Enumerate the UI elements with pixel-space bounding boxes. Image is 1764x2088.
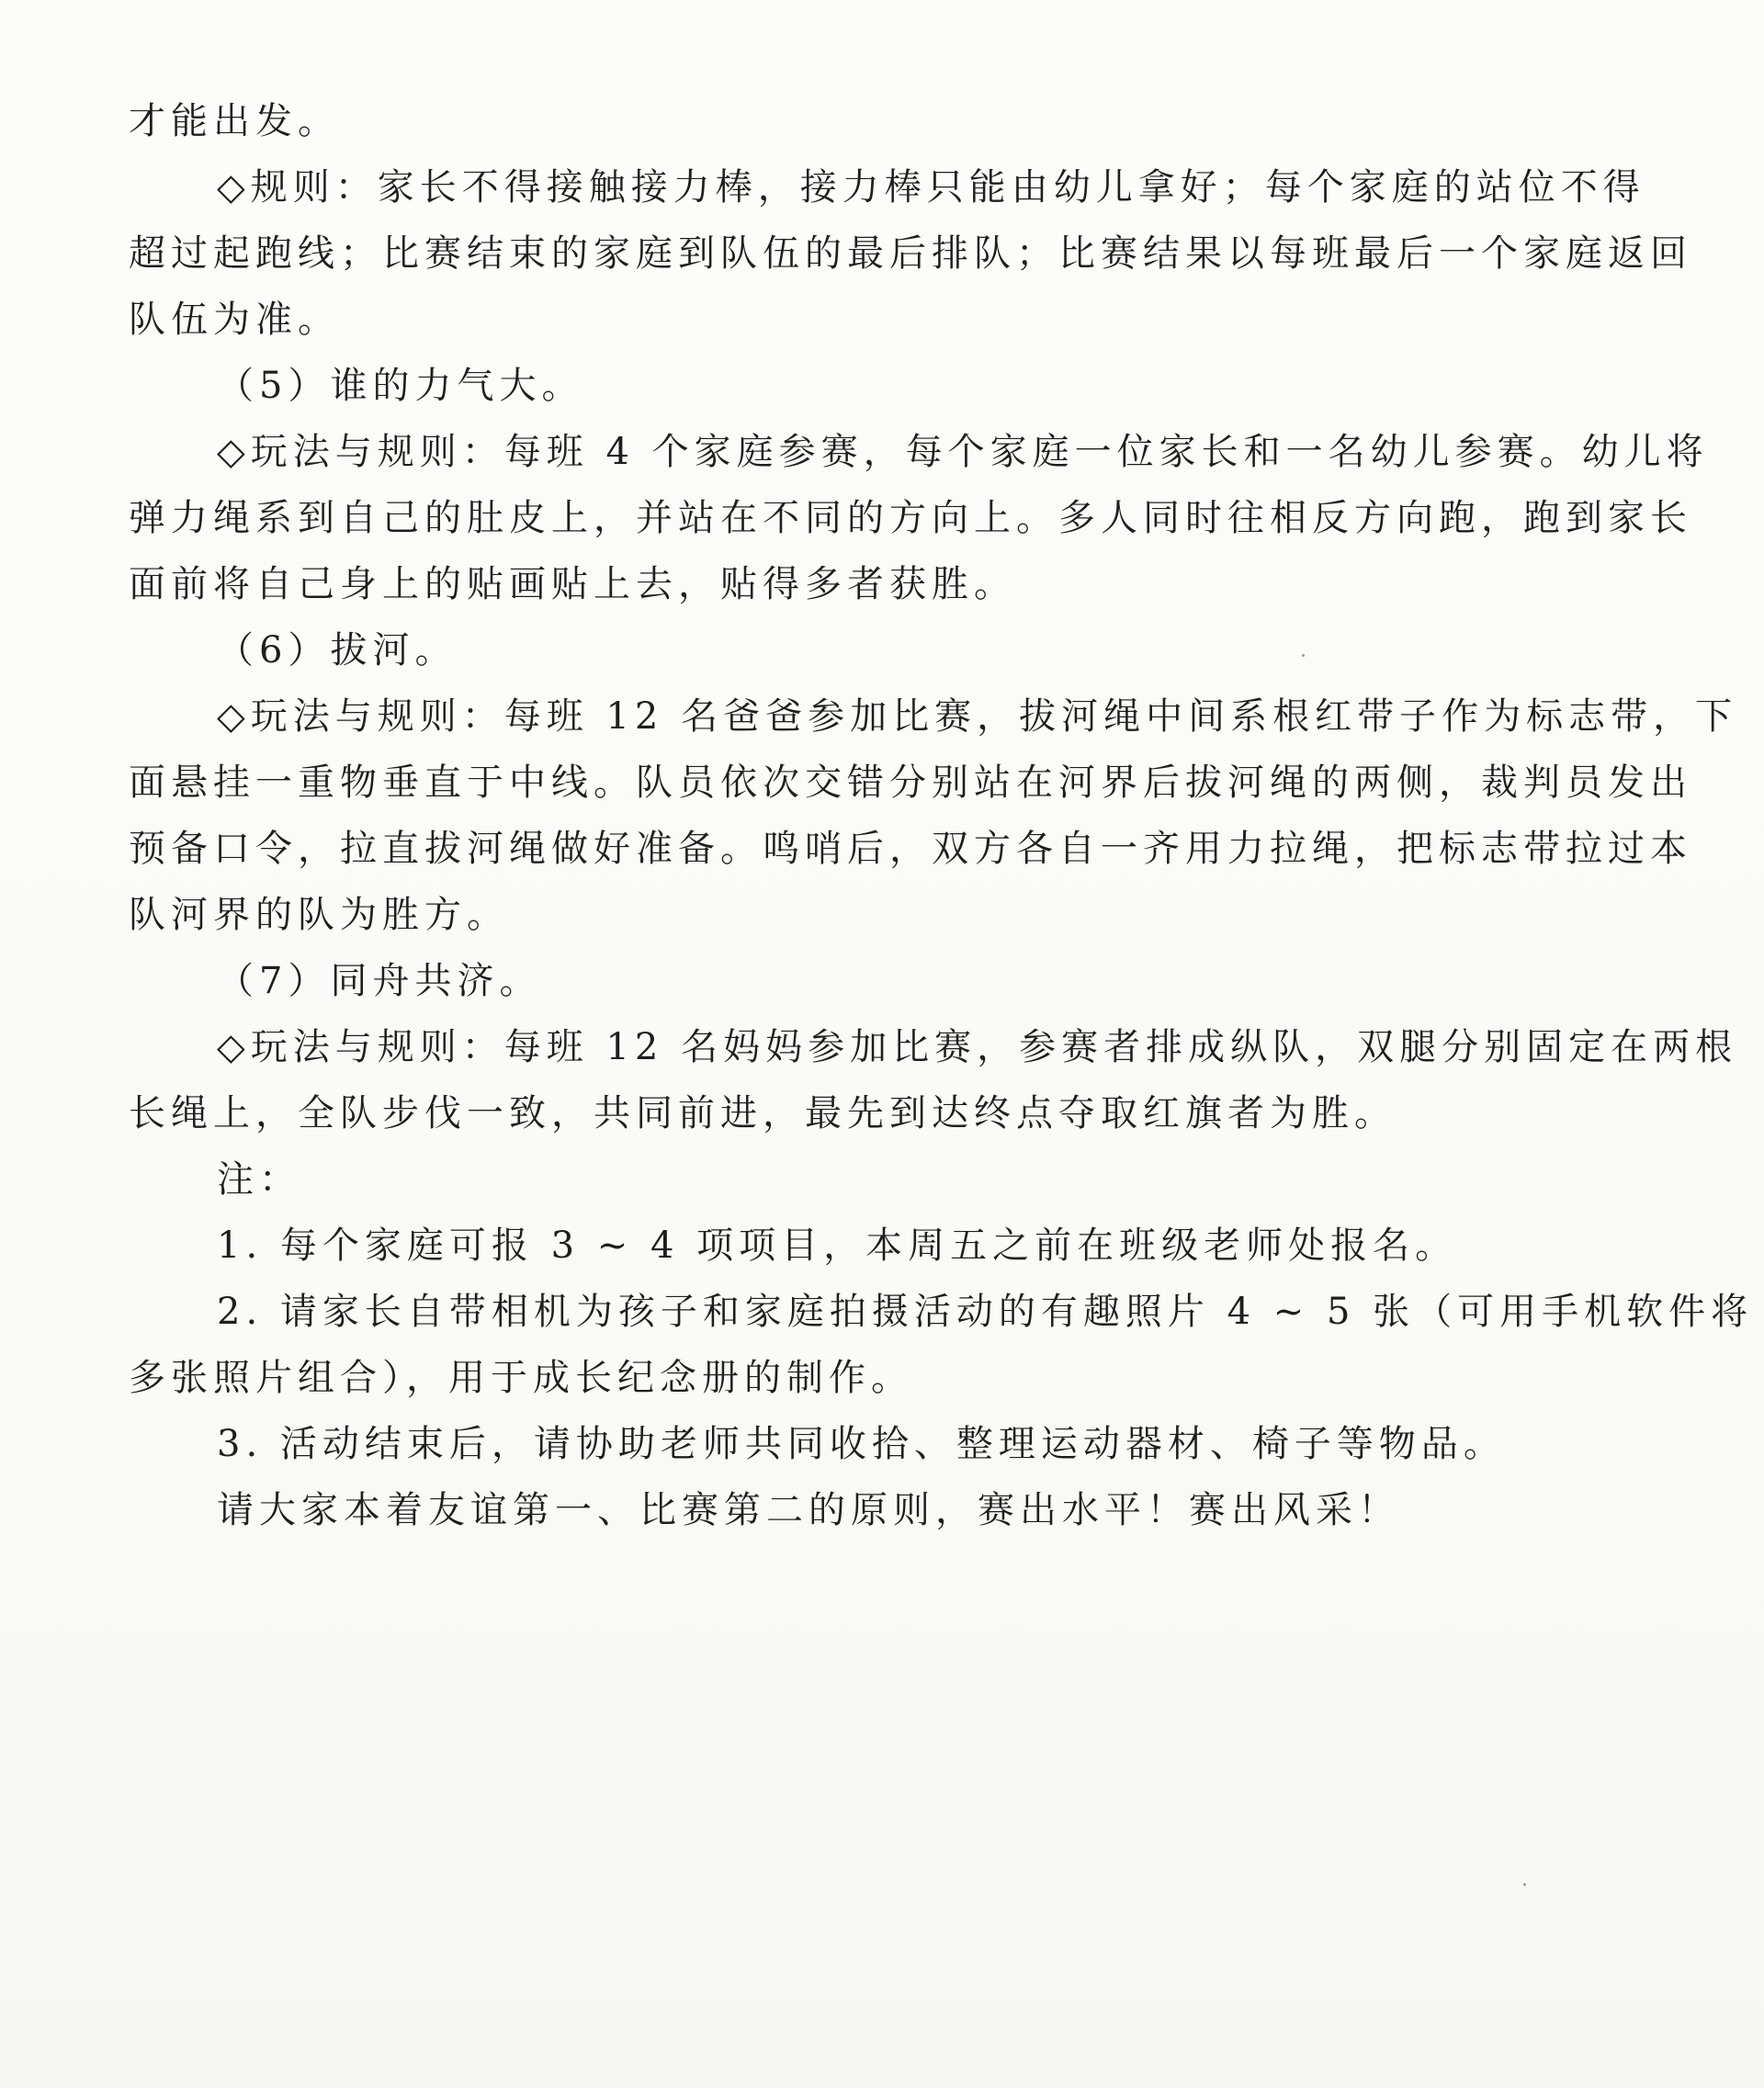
event-7-rules-line: 长绳上，全队步伐一致，共同前进，最先到达终点夺取红旗者为胜。 — [129, 1092, 1396, 1134]
closing-statement: 请大家本着友谊第一、比赛第二的原则，赛出水平！赛出风采！ — [217, 1489, 1400, 1531]
event-heading-6: （6）拔河。 — [217, 629, 458, 672]
event-6-rules-line: 预备口令，拉直拔河绳做好准备。鸣哨后，双方各自一齐用力拉绳，把标志带拉过本 — [129, 828, 1692, 870]
notes-heading: 注： — [217, 1158, 301, 1201]
note-item-3: 3. 活动结束后，请协助老师共同收拾、整理运动器材、椅子等物品。 — [217, 1423, 1506, 1465]
scan-speck — [1302, 654, 1305, 657]
note-item-2: 2. 请家长自带相机为孩子和家庭拍摄活动的有趣照片 4 ~ 5 张（可用手机软件将 — [217, 1291, 1754, 1333]
paragraph-line-continuation: 才能出发。 — [129, 100, 340, 142]
event-5-rules-line: 面前将自己身上的贴画贴上去，贴得多者获胜。 — [129, 563, 1016, 605]
relay-rules-line: 超过起跑线；比赛结束的家庭到队伍的最后排队；比赛结果以每班最后一个家庭返回 — [129, 232, 1692, 275]
event-7-rules-line: ◇玩法与规则：每班 12 名妈妈参加比赛，参赛者排成纵队，双腿分别固定在两根 — [217, 1026, 1738, 1068]
event-6-rules-line: 队河界的队为胜方。 — [129, 894, 509, 936]
scan-speck — [1523, 1883, 1526, 1886]
document-body — [129, 88, 1754, 1543]
event-heading-7: （7）同舟共济。 — [217, 960, 542, 1002]
note-item-2-continued: 多张照片组合），用于成长纪念册的制作。 — [129, 1357, 913, 1399]
event-5-rules-line: ◇玩法与规则：每班 4 个家庭参赛，每个家庭一位家长和一名幼儿参赛。幼儿将 — [217, 431, 1709, 473]
relay-rules-line: 队伍为准。 — [129, 299, 340, 341]
note-item-1: 1. 每个家庭可报 3 ~ 4 项项目，本周五之前在班级老师处报名。 — [217, 1225, 1458, 1267]
relay-rules-line: ◇规则：家长不得接触接力棒，接力棒只能由幼儿拿好；每个家庭的站位不得 — [217, 166, 1645, 209]
event-5-rules-line: 弹力绳系到自己的肚皮上，并站在不同的方向上。多人同时往相反方向跑，跑到家长 — [129, 497, 1692, 539]
event-6-rules-line: ◇玩法与规则：每班 12 名爸爸参加比赛，拔河绳中间系根红带子作为标志带，下 — [217, 695, 1738, 738]
event-heading-5: （5）谁的力气大。 — [217, 365, 584, 407]
event-6-rules-line: 面悬挂一重物垂直于中线。队员依次交错分别站在河界后拔河绳的两侧，裁判员发出 — [129, 762, 1692, 804]
